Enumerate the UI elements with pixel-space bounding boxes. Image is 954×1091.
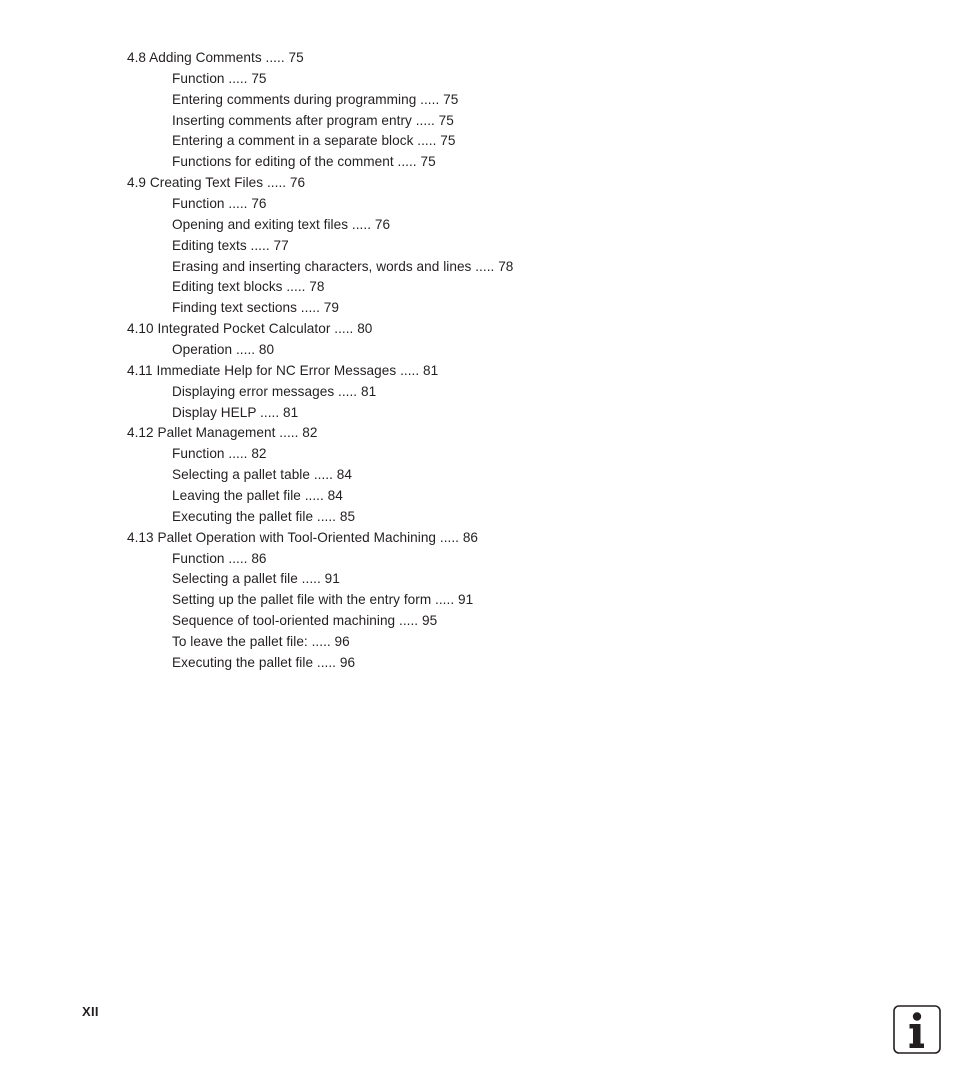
toc-subentry[interactable]: Setting up the pallet file with the entry form ..... 91 <box>172 592 474 608</box>
toc-heading[interactable]: 4.11 Immediate Help for NC Error Messages ..... 81 <box>127 362 439 378</box>
toc-subentry[interactable]: Selecting a pallet file ..... 91 <box>172 571 340 587</box>
toc-subentry[interactable]: Editing texts ..... 77 <box>172 237 289 253</box>
toc-heading[interactable]: 4.12 Pallet Management ..... 82 <box>127 425 318 441</box>
toc-subentry[interactable]: Opening and exiting text files ..... 76 <box>172 216 391 232</box>
toc-heading[interactable]: 4.8 Adding Comments ..... 75 <box>127 50 304 65</box>
toc-subentry[interactable]: Editing text blocks ..... 78 <box>172 279 325 295</box>
toc-subentry[interactable]: Finding text sections ..... 79 <box>172 300 339 316</box>
toc-subentry[interactable]: Display HELP ..... 81 <box>172 404 299 420</box>
table-of-contents <box>127 48 827 674</box>
toc-heading[interactable]: 4.10 Integrated Pocket Calculator ..... 80 <box>127 321 373 337</box>
toc-subentry[interactable]: Function ..... 86 <box>172 550 267 566</box>
toc-subentry[interactable]: Displaying error messages ..... 81 <box>172 383 377 399</box>
toc-subentry[interactable]: To leave the pallet file: ..... 96 <box>172 634 350 650</box>
toc-subentry[interactable]: Function ..... 75 <box>172 70 267 86</box>
toc-subentry[interactable]: Inserting comments after program entry ..... 75 <box>172 112 454 128</box>
toc-subentry[interactable]: Function ..... 76 <box>172 196 267 212</box>
toc-heading[interactable]: 4.9 Creating Text Files ..... 76 <box>127 175 306 191</box>
toc-subentry[interactable]: Function ..... 82 <box>172 446 267 462</box>
info-icon <box>893 1005 941 1054</box>
toc-subentry[interactable]: Operation ..... 80 <box>172 342 275 358</box>
toc-subentry[interactable]: Entering comments during programming ..... 75 <box>172 91 459 107</box>
toc-subentry[interactable]: Functions for editing of the comment ..... 75 <box>172 154 436 170</box>
toc-subentry[interactable]: Executing the pallet file ..... 96 <box>172 654 356 670</box>
toc-subentry[interactable]: Erasing and inserting characters, words and lines ..... 78 <box>172 258 514 274</box>
toc-subentry[interactable]: Selecting a pallet table ..... 84 <box>172 467 352 483</box>
toc-subentry[interactable]: Executing the pallet file ..... 85 <box>172 508 356 524</box>
toc-subentry[interactable]: Leaving the pallet file ..... 84 <box>172 488 343 504</box>
toc-heading[interactable]: 4.13 Pallet Operation with Tool-Oriented Machining ..... 86 <box>127 529 479 545</box>
page-number: XII <box>82 1004 99 1019</box>
toc-subentry[interactable]: Sequence of tool-oriented machining ..... 95 <box>172 613 438 629</box>
toc-subentry[interactable]: Entering a comment in a separate block ..... 75 <box>172 133 456 149</box>
